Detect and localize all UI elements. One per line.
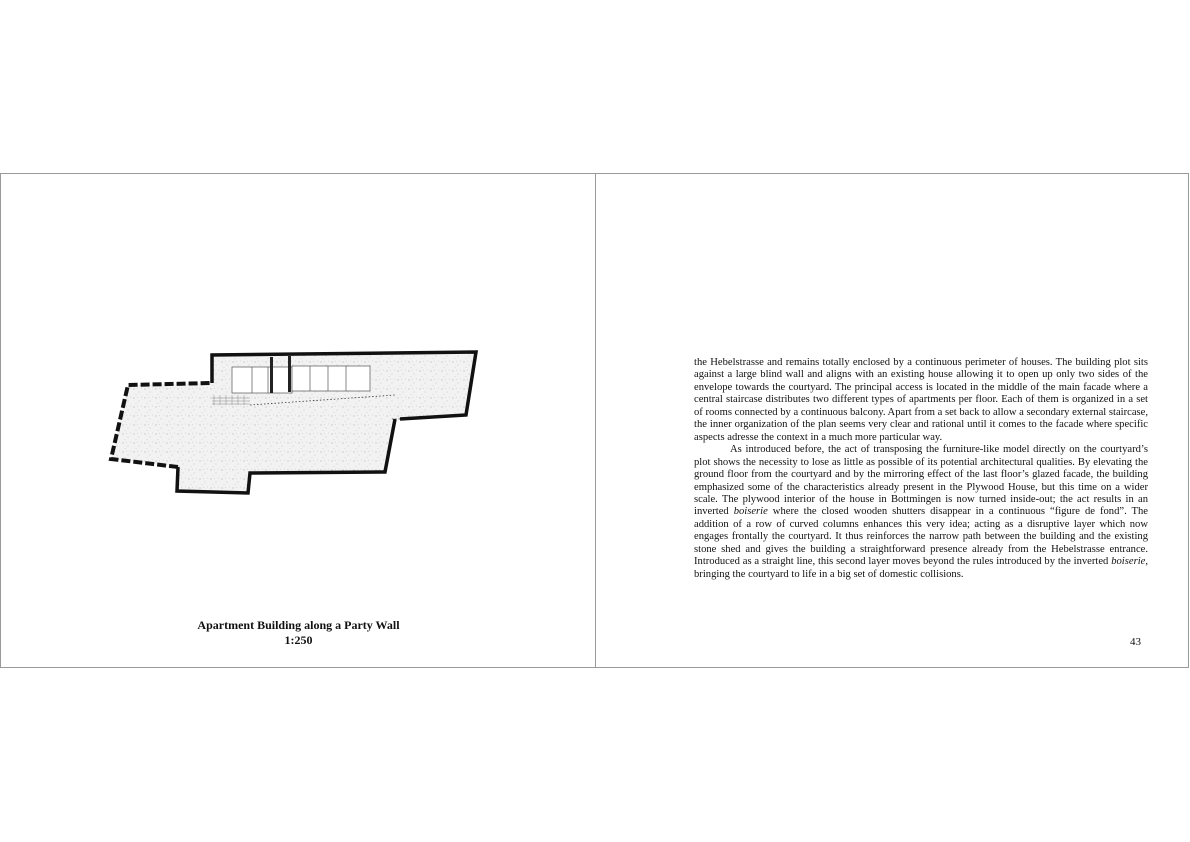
paragraph-2 <box>694 444 1148 581</box>
paragraph-1: the Hebelstrasse and remains totally enclosed by a continuous perimeter of houses. The building plot sits against a large blind wall and aligns with an existing house allowing it to open up only two sides of the envelope towards the courtyard. The principal access is located in the middle of the main facade where a central staircase distributes two different types of apartments per floor. Each of them is organized in a set of rooms connected by a continuous balcony. Apart from a set back to allow a secondary external staircase, the inner organization of the plan seems very clear and rational until it comes to the facade where specific aspects adresse the context in a much more particular way. <box>694 357 1148 443</box>
caption-title: Apartment Building along a Party Wall <box>197 618 400 632</box>
paragraph-2-part-3: , bringing the courtyard to life in a big set of domestic collisions. <box>694 556 1148 580</box>
interior-rooms <box>232 366 370 393</box>
floor-plan-drawing <box>100 340 490 500</box>
page-number: 43 <box>1130 636 1141 648</box>
italic-term: boiserie <box>733 506 768 518</box>
page-gutter <box>595 173 596 668</box>
paragraph-2-part-2: where the closed wooden shutters disappear in a continuous “figure de fond”. The addition of a row of curved columns enhances this very idea; acting as a disruptive layer which now engages frontally the courtyard. It thus reinforces the narrow path between the building and the existing stone shed and gives the building a straightforward presence already from the Hebelstrasse entrance. Introduced as a straight line, this second layer moves beyond the rules introduced by the inverted <box>694 506 1148 568</box>
body-text <box>694 357 1148 581</box>
figure-caption <box>100 618 497 648</box>
paragraph-2-part-1: As introduced before, the act of transposing the furniture-like model directly on the courtyard’s plot shows the necessity to lose as little as possible of its potential architectural qualities. By elevating the ground floor from the courtyard and by the mirroring effect of the last floor’s glazed facade, the building emphasized some of the characteristics already present in the Plywood House, but this time on a wider scale. The plywood interior of the house in Bottmingen is now turned inside-out; the act results in an inverted <box>694 444 1148 518</box>
italic-term: boiserie <box>1111 556 1146 568</box>
caption-scale: 1:250 <box>284 633 313 647</box>
